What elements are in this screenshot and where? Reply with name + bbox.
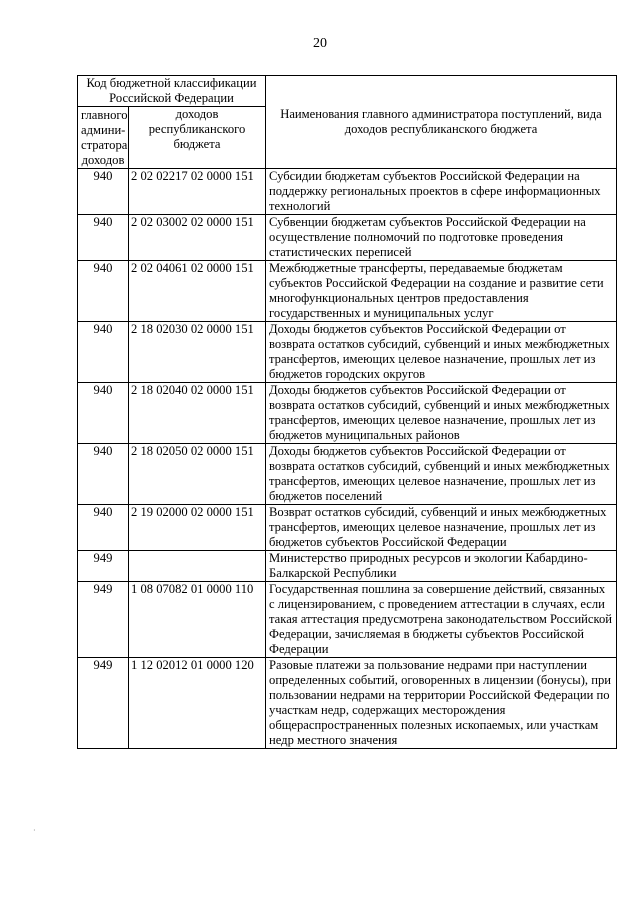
table-row	[78, 444, 617, 505]
table-row	[78, 261, 617, 322]
table-row	[78, 551, 617, 582]
table-row	[78, 582, 617, 658]
revenue-code-cell: 1 08 07082 01 0000 110	[129, 582, 266, 658]
header-classification-code: Код бюджетной классификации Российской Федерации	[78, 76, 266, 107]
revenue-name-cell: Доходы бюджетов субъектов Российской Федерации от возврата остатков субсидий, субвенций и иных межбюджетных трансфертов, имеющих целевое назначение, прошлых лет из бюджетов муниципальных районов	[266, 383, 617, 444]
admin-code-cell: 940	[78, 444, 129, 505]
revenue-code-cell: 2 02 04061 02 0000 151	[129, 261, 266, 322]
admin-code-cell: 940	[78, 383, 129, 444]
revenue-code-cell: 2 19 02000 02 0000 151	[129, 505, 266, 551]
revenue-code-cell: 1 12 02012 01 0000 120	[129, 658, 266, 749]
revenue-name-cell: Доходы бюджетов субъектов Российской Федерации от возврата остатков субсидий, субвенций и иных межбюджетных трансфертов, имеющих целевое назначение, прошлых лет из бюджетов городских округов	[266, 322, 617, 383]
table-row	[78, 383, 617, 444]
table-row	[78, 322, 617, 383]
header-code-column: доходов республиканского бюджета	[129, 107, 266, 169]
revenue-code-cell: 2 02 03002 02 0000 151	[129, 215, 266, 261]
admin-code-cell: 940	[78, 505, 129, 551]
admin-code-cell: 940	[78, 261, 129, 322]
table-header	[78, 76, 617, 169]
header-name-column: Наименования главного администратора поступлений, вида доходов республиканского бюджета	[266, 76, 617, 169]
revenue-name-cell: Министерство природных ресурсов и экологии Кабардино-Балкарской Республики	[266, 551, 617, 582]
budget-classification-table	[77, 75, 617, 749]
revenue-name-cell: Субсидии бюджетам субъектов Российской Федерации на поддержку региональных проектов в сфере информационных технологий	[266, 169, 617, 215]
page-number: 20	[313, 36, 327, 51]
revenue-code-cell: 2 18 02030 02 0000 151	[129, 322, 266, 383]
revenue-name-cell: Субвенции бюджетам субъектов Российской Федерации на осуществление полномочий по подготовке проведения статистических переписей	[266, 215, 617, 261]
revenue-code-cell	[129, 551, 266, 582]
revenue-code-cell: 2 02 02217 02 0000 151	[129, 169, 266, 215]
scan-mark: ·	[33, 826, 36, 835]
table-row	[78, 658, 617, 749]
revenue-code-cell: 2 18 02050 02 0000 151	[129, 444, 266, 505]
admin-code-cell: 940	[78, 169, 129, 215]
revenue-name-cell: Разовые платежи за пользование недрами при наступлении определенных событий, оговоренных в лицензии (бонусы), при пользовании недрами на территории Российской Федерации по участкам недр, содержащих месторождения общераспространенных полезных ископаемых, или участкам недр местного значения	[266, 658, 617, 749]
table-body	[78, 169, 617, 749]
revenue-name-cell: Межбюджетные трансферты, передаваемые бюджетам субъектов Российской Федерации на создание и развитие сети многофункциональных центров предоставления государственных и муниципальных услуг	[266, 261, 617, 322]
admin-code-cell: 940	[78, 215, 129, 261]
revenue-code-cell: 2 18 02040 02 0000 151	[129, 383, 266, 444]
admin-code-cell: 949	[78, 582, 129, 658]
admin-code-cell: 949	[78, 551, 129, 582]
header-admin-column: главного админи-стратора доходов	[78, 107, 129, 169]
table-row	[78, 215, 617, 261]
admin-code-cell: 949	[78, 658, 129, 749]
revenue-name-cell: Государственная пошлина за совершение действий, связанных с лицензированием, с проведением аттестации в случаях, если такая аттестация предусмотрена законодательством Российской Федерации, зачисляемая в бюджеты субъектов Российской Федерации	[266, 582, 617, 658]
revenue-name-cell: Возврат остатков субсидий, субвенций и иных межбюджетных трансфертов, имеющих целевое назначение, прошлых лет из бюджетов субъектов Российской Федерации	[266, 505, 617, 551]
table-row	[78, 505, 617, 551]
admin-code-cell: 940	[78, 322, 129, 383]
table-row	[78, 169, 617, 215]
revenue-name-cell: Доходы бюджетов субъектов Российской Федерации от возврата остатков субсидий, субвенций и иных межбюджетных трансфертов, имеющих целевое назначение, прошлых лет из бюджетов поселений	[266, 444, 617, 505]
